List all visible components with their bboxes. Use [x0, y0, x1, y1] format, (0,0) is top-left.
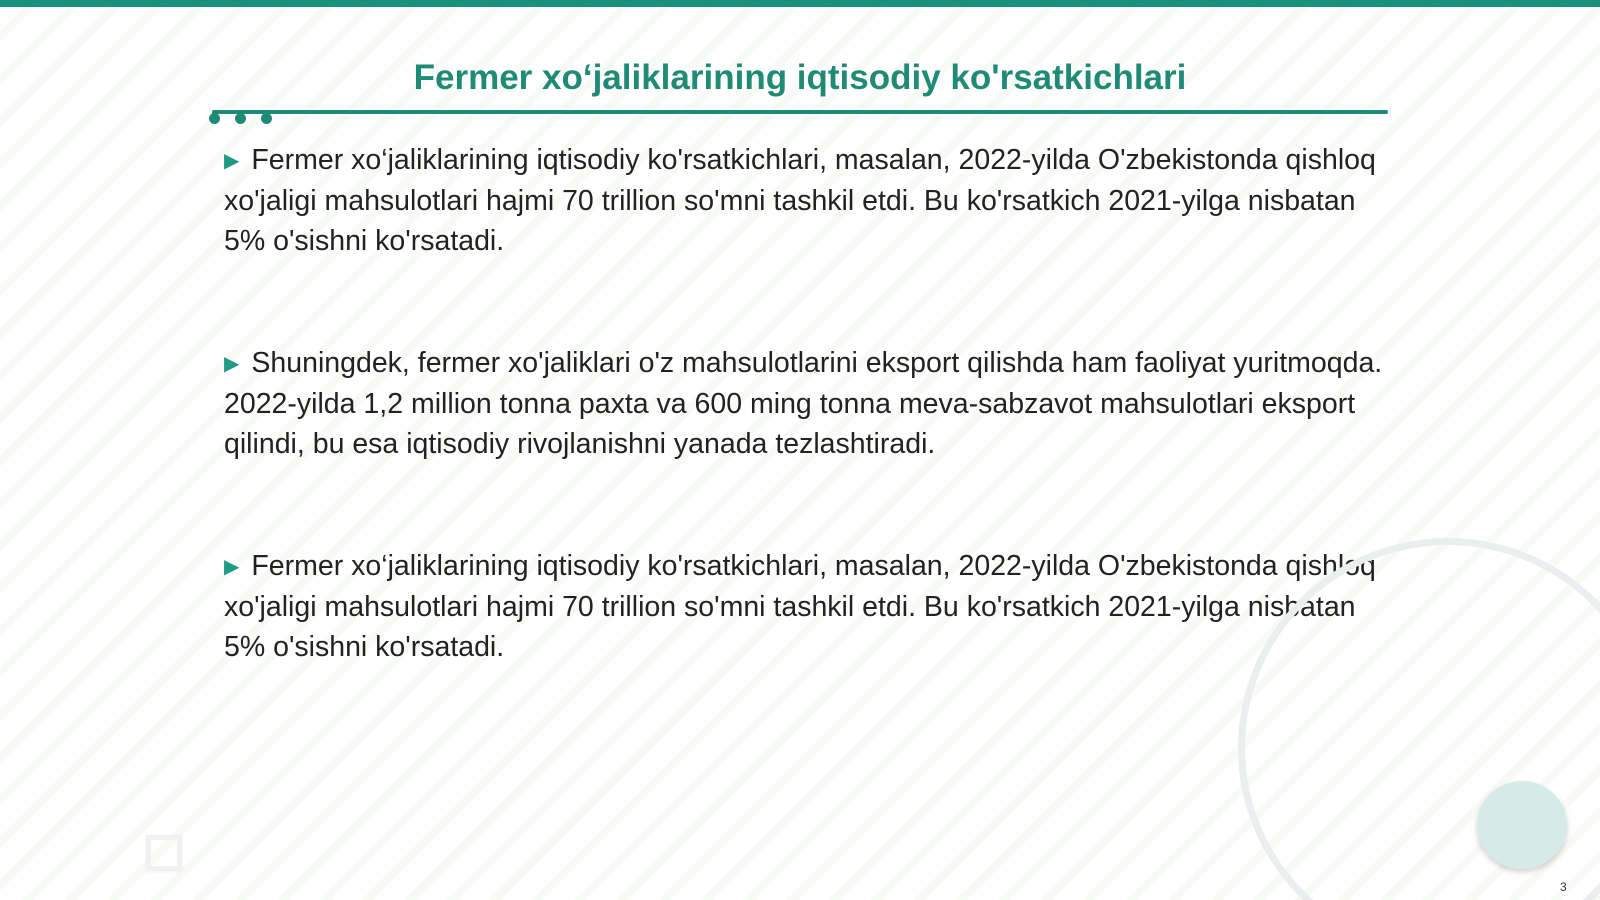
underline-dot — [261, 113, 272, 124]
page-number: 3 — [1560, 880, 1567, 894]
title-underline — [212, 110, 1388, 114]
triangle-bullet-icon: ▶ — [224, 556, 240, 578]
decorative-circle — [1477, 781, 1567, 869]
underline-dot — [209, 113, 220, 124]
slide-title: Fermer xo‘jaliklarining iqtisodiy ko'rsatkichlari — [413, 58, 1187, 97]
triangle-bullet-icon: ▶ — [224, 353, 240, 375]
bullet-item — [224, 343, 1390, 464]
bullet-text: Fermer xo‘jaliklarining iqtisodiy ko'rsatkichlari, masalan, 2022-yilda O'zbekistonda qishloq xo'jaligi mahsulotlari hajmi 70 trillion so'mni tashkil etdi. Bu ko'rsatkich 2021-yilga nisbatan 5% o'sishni ko'rsatadi. — [224, 550, 1376, 663]
underline-dot — [235, 113, 246, 124]
decorative-square — [146, 835, 182, 871]
bullet-list — [224, 140, 1390, 749]
triangle-bullet-icon: ▶ — [224, 150, 240, 172]
bullet-item — [224, 140, 1390, 261]
bullet-text: Shuningdek, fermer xo'jaliklari o'z mahsulotlarini eksport qilishda ham faoliyat yuritmoqda. 2022-yilda 1,2 million tonna paxta va 600 ming tonna meva-sabzavot mahsulotlari eksport qilindi, bu esa iqtisodiy rivojlanishni yanada tezlashtiradi. — [224, 347, 1383, 460]
bullet-text: Fermer xo‘jaliklarining iqtisodiy ko'rsatkichlari, masalan, 2022-yilda O'zbekistonda qishloq xo'jaligi mahsulotlari hajmi 70 trillion so'mni tashkil etdi. Bu ko'rsatkich 2021-yilga nisbatan 5% o'sishni ko'rsatadi. — [224, 144, 1376, 257]
bullet-item — [224, 546, 1390, 667]
top-accent-bar — [0, 0, 1600, 7]
